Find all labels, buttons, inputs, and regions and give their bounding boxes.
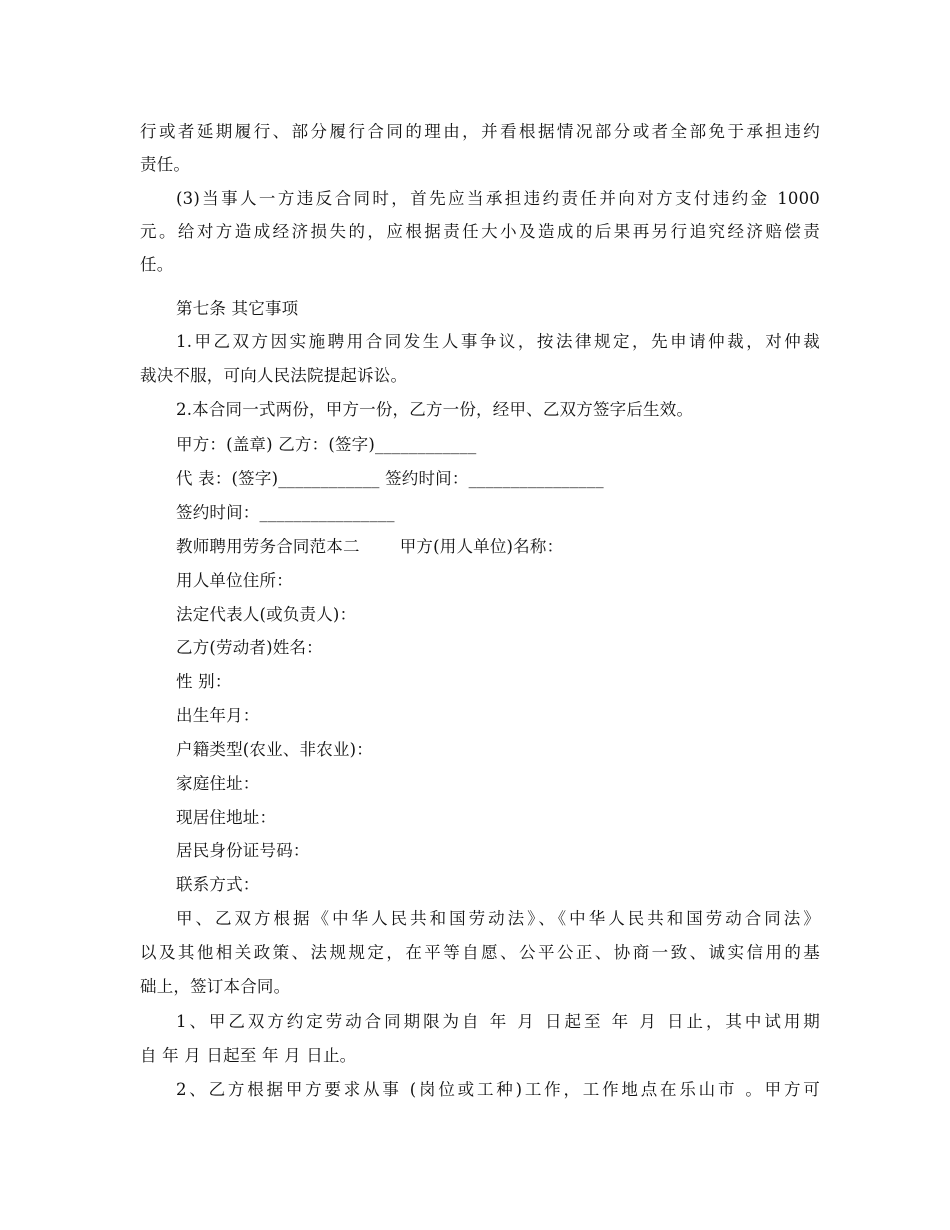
body-text-line: 行或者延期履行、部分履行合同的理由，并看根据情况部分或者全部免于承担违约 (140, 122, 820, 141)
clause-text: 2、乙方根据甲方要求从事 (岗位或工种)工作，工作地点在乐山市 。甲方可 (176, 1080, 820, 1099)
template-title: 教师聘用劳务合同范本二 (176, 537, 360, 556)
field-label: 性 别： (176, 672, 232, 691)
field-label: 居民身份证号码： (176, 841, 310, 860)
field-label: 法定代表人(或负责人)： (176, 605, 357, 624)
article-heading: 第七条 其它事项 (176, 299, 299, 318)
representative-line: 代 表：(签字)____________ 签约时间：________________ (176, 469, 604, 488)
clause-1-text: 1.甲乙双方因实施聘用合同发生人事争议，按法律规定，先申请仲裁，对仲裁 (176, 332, 820, 351)
field-label: 出生年月： (176, 706, 260, 725)
field-label: 现居住地址： (176, 808, 277, 827)
field-label: 户籍类型(农业、非农业)： (176, 740, 373, 759)
body-text-line: 任。 (140, 255, 174, 274)
party-a-name-label: 甲方(用人单位)名称： (399, 537, 564, 556)
clause-2-text: 2.本合同一式两份，甲方一份，乙方一份，经甲、乙双方签字后生效。 (176, 400, 694, 419)
body-text-line: 础上，签订本合同。 (140, 977, 291, 996)
body-text-line: 元。给对方造成经济损失的，应根据责任大小及造成的后果再另行追究经济赔偿责 (140, 222, 820, 241)
signing-date-line: 签约时间：________________ (176, 503, 395, 522)
clause-text: 1、甲乙双方约定劳动合同期限为自 年 月 日起至 年 月 日止，其中试用期 (176, 1012, 820, 1031)
template-title-row (176, 537, 820, 557)
body-text-line: 自 年 月 日起至 年 月 日止。 (140, 1046, 357, 1065)
signature-line: 甲方：(盖章) 乙方：(签字)____________ (176, 435, 477, 454)
body-text-line: 以及其他相关政策、法规规定，在平等自愿、公平公正、协商一致、诚实信用的基 (140, 943, 820, 962)
body-text-line: 裁决不服，可向人民法院提起诉讼。 (140, 366, 408, 385)
field-label: 联系方式： (176, 875, 260, 894)
body-text-line: 甲、乙双方根据《中华人民共和国劳动法》、《中华人民共和国劳动合同法》 (176, 909, 820, 928)
field-label: 家庭住址： (176, 774, 260, 793)
field-label: 乙方(劳动者)姓名： (176, 638, 323, 657)
body-text-line: 责任。 (140, 155, 191, 174)
field-label: 用人单位住所： (176, 571, 293, 590)
clause-3-text: (3)当事人一方违反合同时，首先应当承担违约责任并向对方支付违约金 1000 (176, 189, 820, 208)
